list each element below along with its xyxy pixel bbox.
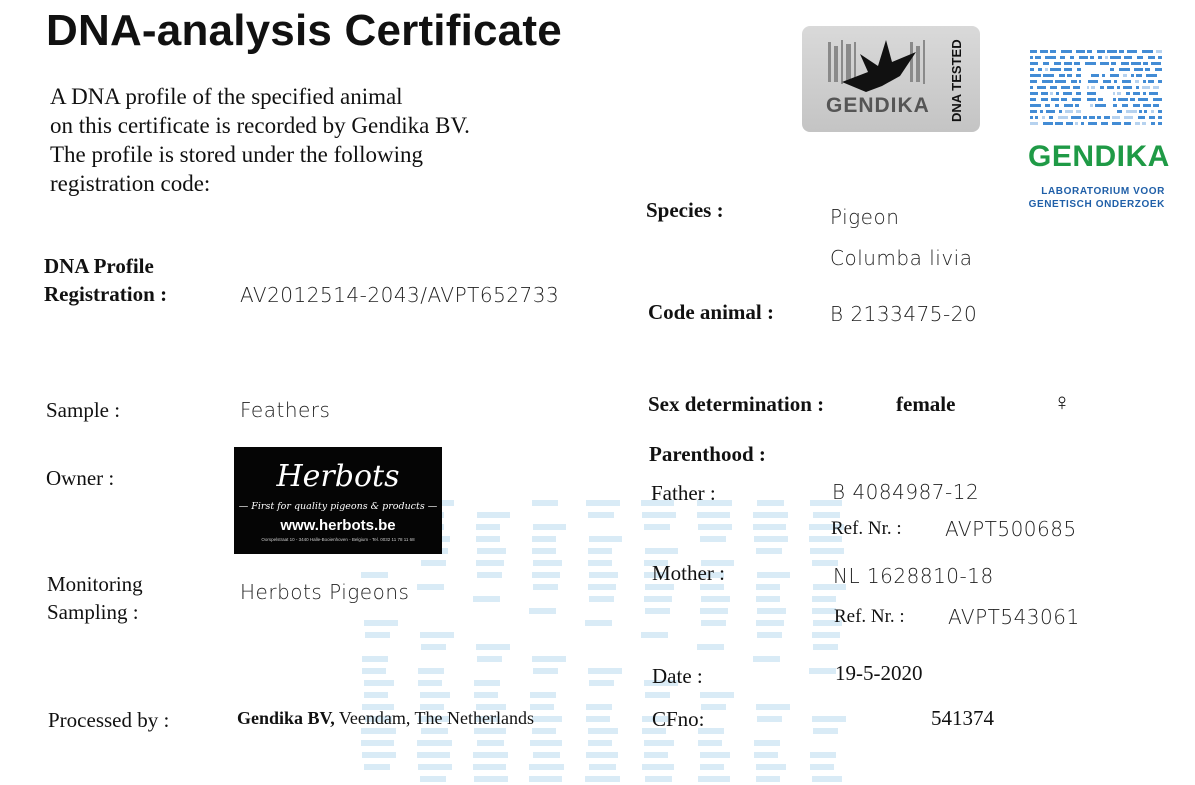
dna-band xyxy=(812,608,836,614)
sex-value: female xyxy=(896,392,956,416)
dna-band xyxy=(812,776,842,782)
dna-band xyxy=(756,584,780,590)
dna-band xyxy=(477,572,502,578)
dna-band xyxy=(532,656,566,662)
dna-band xyxy=(588,668,622,674)
code-animal-label: Code animal : xyxy=(648,300,774,324)
sampling-label: Sampling : xyxy=(47,600,139,624)
dna-band xyxy=(532,536,556,542)
dna-band xyxy=(642,764,674,770)
dna-band xyxy=(532,728,556,734)
dna-band xyxy=(477,740,504,746)
dna-band xyxy=(812,596,836,602)
cfno-label: CFno: xyxy=(652,707,705,731)
gendika-logo-icon xyxy=(1026,46,1166,136)
dna-band xyxy=(420,692,450,698)
dna-band xyxy=(757,572,790,578)
dna-band xyxy=(533,752,560,758)
dna-band xyxy=(474,776,508,782)
dna-band xyxy=(700,752,730,758)
intro-line-2: on this certificate is recorded by Gendika BV. xyxy=(50,113,470,138)
monitoring-label: Monitoring xyxy=(47,572,143,596)
owner-stamp-tagline: — First for quality pigeons & products — xyxy=(238,501,438,512)
dna-band xyxy=(476,560,504,566)
dna-tested-label xyxy=(940,34,970,126)
dna-band xyxy=(474,680,500,686)
dna-band xyxy=(421,644,446,650)
dna-band xyxy=(757,632,782,638)
dna-band xyxy=(813,728,838,734)
dna-band xyxy=(756,548,782,554)
dna-band xyxy=(477,512,510,518)
dna-band xyxy=(588,584,616,590)
dna-band xyxy=(476,524,500,530)
sample-label: Sample : xyxy=(46,398,121,422)
dna-band xyxy=(813,644,838,650)
dna-band xyxy=(364,764,390,770)
dna-band xyxy=(753,524,786,530)
dna-band xyxy=(420,632,454,638)
bird-icon xyxy=(820,32,940,102)
owner-stamp-website: www.herbots.be xyxy=(280,517,396,534)
dna-band xyxy=(585,776,620,782)
code-animal-value: B 2133475-20 xyxy=(830,302,978,326)
dna-band xyxy=(533,584,558,590)
dna-band xyxy=(812,716,846,722)
dna-band xyxy=(754,536,788,542)
owner-stamp-address: Oorspelstraat 10 - 3440 Halle-Booienhoven - Belgium - Tel. 0032 11 78 11 68 xyxy=(261,537,415,542)
dna-band xyxy=(698,776,730,782)
father-label: Father : xyxy=(651,481,716,505)
dna-band xyxy=(753,512,788,518)
svg-text:DNA TESTED: DNA TESTED xyxy=(949,39,964,122)
dna-band xyxy=(588,740,612,746)
female-symbol-icon: ♀ xyxy=(1053,389,1071,416)
dna-band xyxy=(810,548,844,554)
dna-band xyxy=(809,668,836,674)
dna-band xyxy=(476,644,510,650)
dna-band xyxy=(586,752,618,758)
dna-band xyxy=(362,752,396,758)
dna-band xyxy=(641,632,668,638)
dna-band xyxy=(698,524,732,530)
dna-band xyxy=(701,596,730,602)
dna-band xyxy=(361,740,394,746)
dna-tested-badge xyxy=(802,26,980,132)
dna-band xyxy=(586,716,610,722)
dna-band xyxy=(529,776,562,782)
dna-profile-label: DNA Profile xyxy=(44,254,154,278)
dna-band xyxy=(645,692,670,698)
dna-band xyxy=(421,560,446,566)
dna-band xyxy=(642,512,676,518)
dna-band xyxy=(644,740,674,746)
date-value: 19-5-2020 xyxy=(835,661,923,685)
registration-label: Registration : xyxy=(44,282,168,306)
dna-band xyxy=(753,656,780,662)
dna-band xyxy=(417,584,444,590)
father-ref-label: Ref. Nr. : xyxy=(831,518,902,539)
dna-band xyxy=(474,692,498,698)
dna-band xyxy=(586,500,620,506)
dna-band xyxy=(532,572,560,578)
dna-band xyxy=(585,620,612,626)
dna-band xyxy=(810,764,834,770)
dna-band xyxy=(532,548,556,554)
dna-band xyxy=(418,668,444,674)
dna-band xyxy=(533,668,558,674)
owner-stamp xyxy=(234,447,442,554)
dna-band xyxy=(810,752,836,758)
dna-band xyxy=(588,728,618,734)
intro-line-1: A DNA profile of the specified animal xyxy=(50,84,403,109)
dna-band xyxy=(757,500,784,506)
dna-band xyxy=(477,656,502,662)
species-label: Species : xyxy=(646,198,724,222)
dna-band xyxy=(700,764,724,770)
dna-band xyxy=(589,680,614,686)
dna-band xyxy=(420,776,446,782)
dna-band xyxy=(644,752,668,758)
dna-band xyxy=(754,740,780,746)
dna-band xyxy=(645,608,670,614)
dna-band xyxy=(417,740,452,746)
badge-brand: GENDIKA xyxy=(826,94,930,117)
logo-tagline-1: LABORATORIUM VOOR xyxy=(1041,186,1165,197)
dna-band xyxy=(417,752,450,758)
dna-band xyxy=(365,632,390,638)
dna-band xyxy=(701,620,726,626)
dna-band xyxy=(645,548,678,554)
dna-band xyxy=(530,740,562,746)
dna-band xyxy=(700,536,726,542)
mother-label: Mother : xyxy=(652,561,725,585)
dna-band xyxy=(418,764,452,770)
logo-tagline-2: GENETISCH ONDERZOEK xyxy=(1028,199,1165,210)
certificate-title: DNA-analysis Certificate xyxy=(46,6,562,55)
gendika-logo-text: GENDIKA xyxy=(1028,140,1170,173)
dna-band xyxy=(362,656,388,662)
dna-band xyxy=(477,548,506,554)
species-latin-value: Columba livia xyxy=(830,246,973,270)
dna-band xyxy=(644,524,670,530)
dna-band xyxy=(476,536,500,542)
dna-band xyxy=(364,620,398,626)
dna-band xyxy=(700,608,728,614)
dna-band xyxy=(586,704,612,710)
dna-band xyxy=(473,764,506,770)
dna-band xyxy=(589,536,622,542)
processed-location: Veendam, The Netherlands xyxy=(334,708,534,728)
sample-value: Feathers xyxy=(240,398,331,422)
processed-by-label: Processed by : xyxy=(48,708,170,732)
dna-band xyxy=(589,596,614,602)
dna-band xyxy=(697,512,730,518)
dna-band xyxy=(530,692,556,698)
dna-band xyxy=(698,740,722,746)
owner-stamp-name: Herbots xyxy=(276,459,400,494)
dna-band xyxy=(473,752,508,758)
dna-band xyxy=(418,680,442,686)
cfno-value: 541374 xyxy=(931,706,994,730)
owner-label: Owner : xyxy=(46,466,115,490)
dna-band xyxy=(700,692,734,698)
monitoring-value: Herbots Pigeons xyxy=(240,580,410,604)
dna-band xyxy=(529,764,564,770)
dna-band xyxy=(588,548,612,554)
dna-band xyxy=(644,596,672,602)
dna-band xyxy=(589,764,616,770)
mother-value: NL 1628810-18 xyxy=(833,564,994,588)
dna-band xyxy=(533,524,566,530)
dna-band xyxy=(364,692,388,698)
dna-band xyxy=(812,632,840,638)
dna-band xyxy=(756,596,780,602)
dna-band xyxy=(757,716,782,722)
dna-band xyxy=(588,512,614,518)
dna-band xyxy=(532,716,562,722)
dna-band xyxy=(756,776,780,782)
species-common-value: Pigeon xyxy=(830,205,900,229)
mother-ref-value: AVPT543061 xyxy=(948,605,1080,629)
dna-band xyxy=(532,500,558,506)
father-ref-value: AVPT500685 xyxy=(945,517,1077,541)
dna-band xyxy=(756,620,784,626)
dna-band xyxy=(362,668,386,674)
dna-band xyxy=(701,704,726,710)
dna-band xyxy=(754,752,778,758)
dna-band xyxy=(697,644,724,650)
processed-by-value xyxy=(237,708,534,729)
processed-company: Gendika BV, xyxy=(237,708,335,728)
dna-band xyxy=(645,776,672,782)
dna-band xyxy=(756,704,790,710)
dna-band xyxy=(529,608,556,614)
dna-band xyxy=(589,572,618,578)
parenthood-label: Parenthood : xyxy=(649,442,766,466)
registration-value: AV2012514-2043/AVPT652733 xyxy=(240,283,560,307)
intro-line-3: The profile is stored under the following xyxy=(50,142,424,167)
dna-band xyxy=(473,596,500,602)
dna-band xyxy=(364,680,394,686)
sex-determination-label: Sex determination : xyxy=(648,392,825,416)
dna-band xyxy=(533,560,562,566)
dna-band xyxy=(588,560,612,566)
mother-ref-label: Ref. Nr. : xyxy=(834,606,905,627)
intro-paragraph xyxy=(50,82,570,198)
dna-band xyxy=(361,572,388,578)
dna-band xyxy=(757,608,786,614)
dna-band xyxy=(756,764,786,770)
father-value: B 4084987-12 xyxy=(832,480,980,504)
intro-line-4: registration code: xyxy=(50,171,211,196)
date-label: Date : xyxy=(652,664,703,688)
